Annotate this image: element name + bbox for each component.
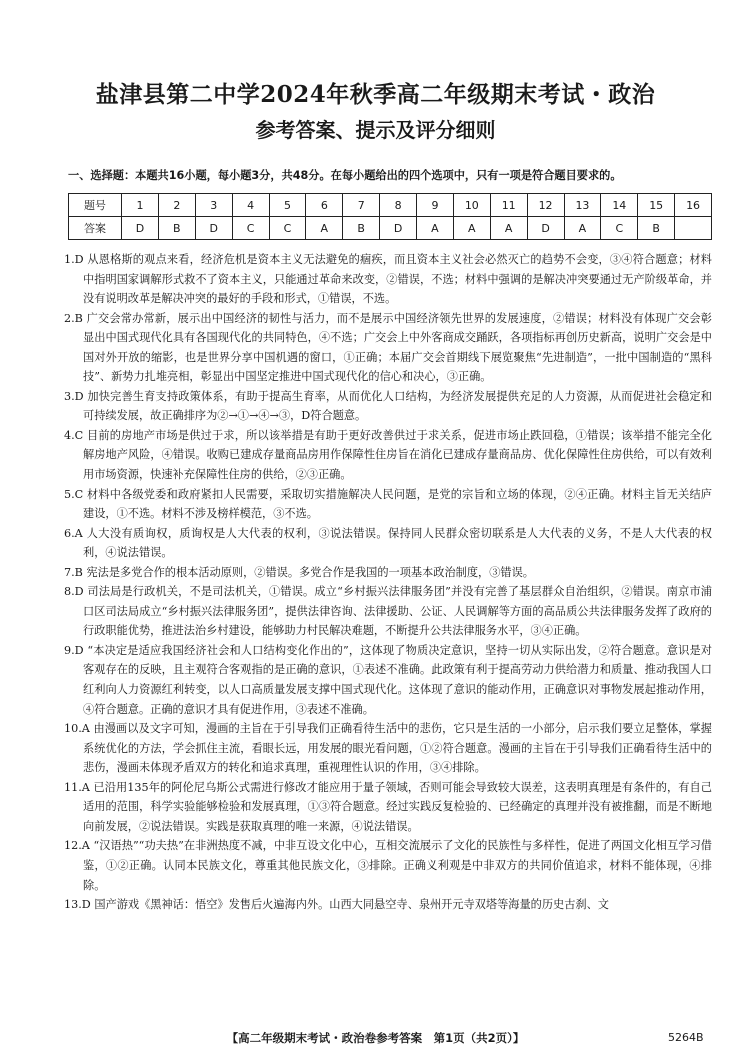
row-label-answer: 答案 [69, 217, 122, 240]
question-number: 7 [343, 194, 380, 217]
answer-cell: D [122, 217, 159, 240]
explanation-item: 8.D 司法局是行政机关，不是司法机关，①错误。成立“乡村振兴法律服务团”并没有完善了基层群众自治组织，②错误。南京市浦口区司法局成立“乡村振兴法律服务团”，提供法律咨询、法律援助、公证、人民调解等方面的高品质公共法律服务发挥了政府的行政职能优势，推进法治乡村建设，能够助力村民解决难题，不断提升公共法律服务水平，③④正确。 [64, 585, 712, 638]
answer-cell: B [158, 217, 195, 240]
answer-cell: D [195, 217, 232, 240]
row-label-number: 题号 [69, 194, 122, 217]
answer-cell: A [453, 217, 490, 240]
question-number: 16 [675, 194, 712, 217]
question-number: 11 [490, 194, 527, 217]
question-number: 15 [638, 194, 675, 217]
explanation-item: 4.C 目前的房地产市场是供过于求，所以该举措是有助于更好改善供过于求关系，促进市场止跌回稳，①错误；该举措不能完全化解房地产风险，④错误。收购已建成存量商品房用作保障性住房旨在消化已建成存量商品房、优化保障性住房供给，可以有效利用市场资源，快速补充保障性住房的供给，②③正确。 [64, 428, 712, 482]
question-number: 12 [527, 194, 564, 217]
explanation-item: 2.B 广交会常办常新，展示出中国经济的韧性与活力，而不是展示中国经济领先世界的发展速度，②错误；材料没有体现广交会彰显出中国式现代化具有各国现代化的共同特色，④不选；广交会上中外客商成交踊跃，各项指标再创历史新高，说明广交会是中国对外开放的缩影，也是世界分享中国机遇的窗口，①正确；本届广交会首期线下展览聚焦“先进制造”，一批中国制造的“黑科技”、新势力扎堆亮相，彰显出中国坚定推进中国式现代化的信心和决心，③正确。 [64, 311, 712, 384]
explanation-item: 11.A 已沿用135年的阿伦尼乌斯公式需进行修改才能应用于量子领域，否则可能会导致较大误差，这表明真理是有条件的，有自己适用的范围，科学实验能够检验和发展真理，①③符合题意。经过实践反复检验的、已经确定的真理并没有被推翻，而是不断地向前发展，②说法错误。实践是获取真理的唯一来源，④说法错误。 [64, 780, 712, 833]
question-number: 5 [269, 194, 306, 217]
answer-cell: C [232, 217, 269, 240]
explanation-item: 7.B 宪法是多党合作的根本活动原则，②错误。多党合作是我国的一项基本政治制度，③错误。 [64, 565, 534, 579]
document-code: 5264B [668, 1031, 704, 1044]
explanation-item: 12.A “汉语热”“功夫热”在非洲热度不减，中非互设文化中心，互相交流展示了文化的民族性与多样性，促进了两国文化相互学习借鉴，①②正确。认同本民族文化，尊重其他民族文化，③排除。正确义利观是中非双方的共同价值追求，材料不能体现，④排除。 [64, 839, 712, 892]
page-title: 盐津县第二中学2024年秋季高二年级期末考试・政治 [95, 81, 656, 108]
explanation-item: 13.D 国产游戏《黑神话：悟空》发售后火遍海内外。山西大同悬空寺、泉州开元寺双塔等海量的历史古刹、文 [64, 898, 609, 912]
answer-cell: B [638, 217, 675, 240]
explanation-item: 10.A 由漫画以及文字可知，漫画的主旨在于引导我们正确看待生活中的悲伤，它只是生活的一小部分，启示我们要立足整体，掌握系统优化的方法，学会抓住主流，看眼长远，用发展的眼光看问题，①②符合题意。漫画的主旨在于引导我们正确看待生活中的悲伤，漫画未体现矛盾双方的转化和追求真理，重视理性认识的作用，③④排除。 [64, 722, 712, 775]
page-subtitle: 参考答案、提示及评分细则 [255, 118, 496, 142]
answer-cell: C [601, 217, 638, 240]
page-footer: 【高二年级期末考试・政治卷参考答案 第1页（共2页）】 [226, 1031, 525, 1045]
question-number: 1 [122, 194, 159, 217]
answer-cell: D [527, 217, 564, 240]
question-number: 8 [380, 194, 417, 217]
question-number: 4 [232, 194, 269, 217]
answer-cell: A [490, 217, 527, 240]
explanation-item: 9.D “本决定是适应我国经济社会和人口结构变化作出的”，这体现了物质决定意识，坚持一切从实际出发，②符合题意。意识是对客观存在的反映，且主观符合客观指的是正确的意识，①表述不准确。此政策有利于提高劳动力供给潜力和质量、推动我国人口红利向人力资源红利转变，以人口高质量发展支撑中国式现代化。这体现了意识的能动作用，正确意识对事物发展起推动作用，④符合题意。正确的意识才具有促进作用，③表述不准确。 [64, 643, 712, 716]
answer-table [68, 193, 712, 240]
answer-cell [675, 217, 712, 240]
section-heading: 一、选择题：本题共16小题，每小题3分，共48分。在每小题给出的四个选项中，只有一项是符合题目要求的。 [68, 169, 622, 182]
explanation-item: 3.D 加快完善生育支持政策体系，有助于提高生育率，从而优化人口结构，为经济发展提供充足的人力资源，从而促进社会稳定和可持续发展，故正确排序为②→①→④→③，D符合题意。 [64, 389, 712, 423]
question-number: 13 [564, 194, 601, 217]
answer-cell: D [380, 217, 417, 240]
explanation-item: 5.C 材料中各级党委和政府紧扣人民需要，采取切实措施解决人民问题，是党的宗旨和立场的体现，②④正确。材料主旨无关结庐建设，①不选。材料不涉及榜样模范，③不选。 [64, 487, 712, 521]
question-number-row [69, 194, 712, 217]
question-number: 3 [195, 194, 232, 217]
question-number: 2 [158, 194, 195, 217]
answer-explanations [64, 250, 712, 915]
question-number: 6 [306, 194, 343, 217]
explanation-item: 6.A 人大没有质询权，质询权是人大代表的权利，③说法错误。保持同人民群众密切联系是人大代表的义务，不是人大代表的权利，④说法错误。 [64, 526, 712, 560]
question-number: 9 [417, 194, 454, 217]
answer-cell: A [306, 217, 343, 240]
question-number: 14 [601, 194, 638, 217]
answer-cell: A [564, 217, 601, 240]
question-number: 10 [453, 194, 490, 217]
answer-cell: B [343, 217, 380, 240]
answer-cell: A [417, 217, 454, 240]
answer-cell: C [269, 217, 306, 240]
explanation-item: 1.D 从恩格斯的观点来看，经济危机是资本主义无法避免的痼疾，而且资本主义社会必然灭亡的趋势不会变，③④符合题意；材料中指明国家调解形式救不了资本主义，只能通过革命来改变，②错误，不选；材料中强调的是解决冲突要通过无产阶级革命，并没有说明改革是解决冲突的最好的手段和形式，①错误，不选。 [64, 253, 712, 306]
answer-row [69, 217, 712, 240]
